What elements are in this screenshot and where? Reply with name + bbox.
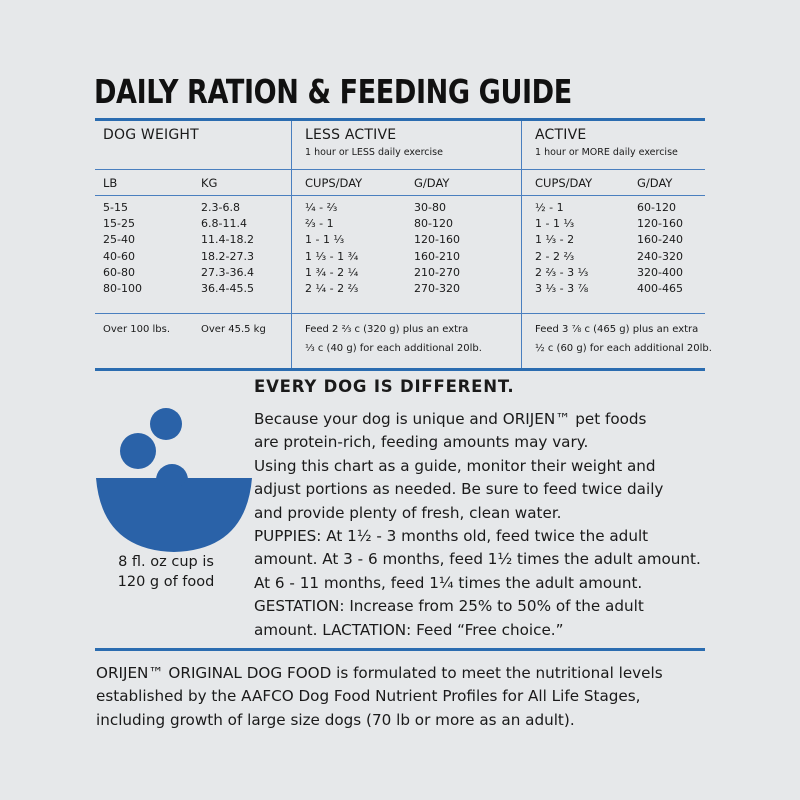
table-cell: 270-320 xyxy=(414,282,460,296)
table-cell: 120-160 xyxy=(637,217,683,231)
over-less-active-line1: Feed 2 ⅔ c (320 g) plus an extra xyxy=(305,324,469,335)
body-line: GESTATION: Increase from 25% to 50% of the adult xyxy=(254,597,644,616)
cup-caption xyxy=(96,552,236,592)
page-title: DAILY RATION & FEEDING GUIDE xyxy=(94,72,572,111)
less-active-grams-column xyxy=(414,200,460,297)
table-cell: 18.2-27.3 xyxy=(201,249,254,263)
every-dog-heading: EVERY DOG IS DIFFERENT. xyxy=(254,377,515,396)
table-cell: 15-25 xyxy=(103,217,135,231)
table-cell: 6.8-11.4 xyxy=(201,217,247,231)
body-line: amount. At 3 - 6 months, feed 1½ times the adult amount. xyxy=(254,550,701,569)
body-line: PUPPIES: At 1½ - 3 months old, feed twice the adult xyxy=(254,527,649,546)
table-cell: 60-80 xyxy=(103,265,135,279)
table-cell: 240-320 xyxy=(637,249,683,263)
table-cell: 30-80 xyxy=(414,201,446,214)
footer-line: including growth of large size dogs (70 lb or more as an adult). xyxy=(96,710,575,729)
cup-caption-line2: 120 g of food xyxy=(117,574,215,590)
footer-line: established by the AAFCO Dog Food Nutrient Profiles for All Life Stages, xyxy=(96,687,641,706)
active-grams-header: G/DAY xyxy=(637,176,673,190)
table-cell: 36.4-45.5 xyxy=(201,282,254,296)
over-kg-cell: Over 45.5 kg xyxy=(201,324,266,335)
body-line: Using this chart as a guide, monitor their weight and xyxy=(254,456,656,475)
footer-top-rule xyxy=(95,648,705,651)
table-cell: 80-100 xyxy=(103,282,142,296)
over-lb-cell: Over 100 lbs. xyxy=(103,324,171,335)
body-line: Because your dog is unique and ORIJEN™ pet foods xyxy=(254,410,647,428)
column-divider-2 xyxy=(521,121,522,368)
table-cell: 60-120 xyxy=(637,201,676,214)
table-header-rule xyxy=(95,169,705,170)
table-cell: 320-400 xyxy=(637,265,683,279)
table-cell: 1 ⅓ - 2 xyxy=(535,233,575,247)
aafco-statement xyxy=(96,662,716,732)
table-cell: 3 ⅓ - 3 ⅞ xyxy=(535,282,589,296)
table-cell: 2.3-6.8 xyxy=(201,201,240,214)
active-grams-column xyxy=(637,200,683,297)
over-active-line2: ½ c (60 g) for each additional 20lb. xyxy=(535,343,712,354)
table-cell: 160-240 xyxy=(637,233,683,247)
table-cell: 2 ⅔ - 3 ⅓ xyxy=(535,265,589,279)
lb-column-header: LB xyxy=(103,176,118,190)
table-cell: 40-60 xyxy=(103,249,135,263)
footer-line: ORIJEN™ ORIGINAL DOG FOOD is formulated to meet the nutritional levels xyxy=(96,664,663,682)
table-cell: 1 - 1 ⅓ xyxy=(535,217,575,231)
table-cell: 27.3-36.4 xyxy=(201,265,254,279)
table-units-rule xyxy=(95,195,705,196)
kg-column-header: KG xyxy=(201,176,218,190)
table-cell: 1 ¾ - 2 ¼ xyxy=(305,265,359,279)
active-cups-column xyxy=(535,200,588,297)
table-cell: 160-210 xyxy=(414,249,460,263)
lb-column xyxy=(103,200,142,297)
cup-caption-line1: 8 fl. oz cup is xyxy=(118,554,214,570)
active-header: ACTIVE xyxy=(535,127,587,143)
column-divider-1 xyxy=(291,121,292,368)
active-subheader: 1 hour or MORE daily exercise xyxy=(535,147,678,158)
table-cell: 2 ¼ - 2 ⅔ xyxy=(305,282,359,296)
table-rows-rule xyxy=(95,313,705,314)
every-dog-body xyxy=(254,408,714,642)
body-line: are protein-rich, feeding amounts may vary. xyxy=(254,433,589,452)
table-cell: 5-15 xyxy=(103,201,128,214)
less-active-grams-header: G/DAY xyxy=(414,176,450,190)
over-active-line1: Feed 3 ⅞ c (465 g) plus an extra xyxy=(535,324,699,335)
table-cell: 120-160 xyxy=(414,233,460,247)
table-cell: 1 ⅓ - 1 ¾ xyxy=(305,249,359,263)
less-active-cups-column xyxy=(305,200,358,297)
active-cups-header: CUPS/DAY xyxy=(535,176,593,190)
table-bottom-rule xyxy=(95,368,705,371)
table-cell: ⅔ - 1 xyxy=(305,217,334,231)
bowl-with-kibble-icon xyxy=(96,404,252,568)
body-line: and provide plenty of fresh, clean water. xyxy=(254,503,562,522)
body-line: At 6 - 11 months, feed 1¼ times the adult amount. xyxy=(254,573,643,592)
less-active-header: LESS ACTIVE xyxy=(305,127,397,143)
body-line: adjust portions as needed. Be sure to feed twice daily xyxy=(254,480,664,499)
table-cell: 1 - 1 ⅓ xyxy=(305,233,345,247)
kg-column xyxy=(201,200,254,297)
table-cell: ½ - 1 xyxy=(535,201,564,214)
less-active-subheader: 1 hour or LESS daily exercise xyxy=(305,147,443,158)
table-cell: ¼ - ⅔ xyxy=(305,201,338,214)
table-cell: 210-270 xyxy=(414,265,460,279)
table-top-rule xyxy=(95,118,705,121)
over-less-active-line2: ⅓ c (40 g) for each additional 20lb. xyxy=(305,343,482,354)
less-active-cups-header: CUPS/DAY xyxy=(305,176,363,190)
table-cell: 2 - 2 ⅔ xyxy=(535,249,575,263)
table-cell: 25-40 xyxy=(103,233,135,247)
table-cell: 11.4-18.2 xyxy=(201,233,254,247)
table-cell: 80-120 xyxy=(414,217,453,231)
table-cell: 400-465 xyxy=(637,282,683,296)
dog-weight-header: DOG WEIGHT xyxy=(103,127,199,143)
body-line: amount. LACTATION: Feed “Free choice.” xyxy=(254,620,564,639)
